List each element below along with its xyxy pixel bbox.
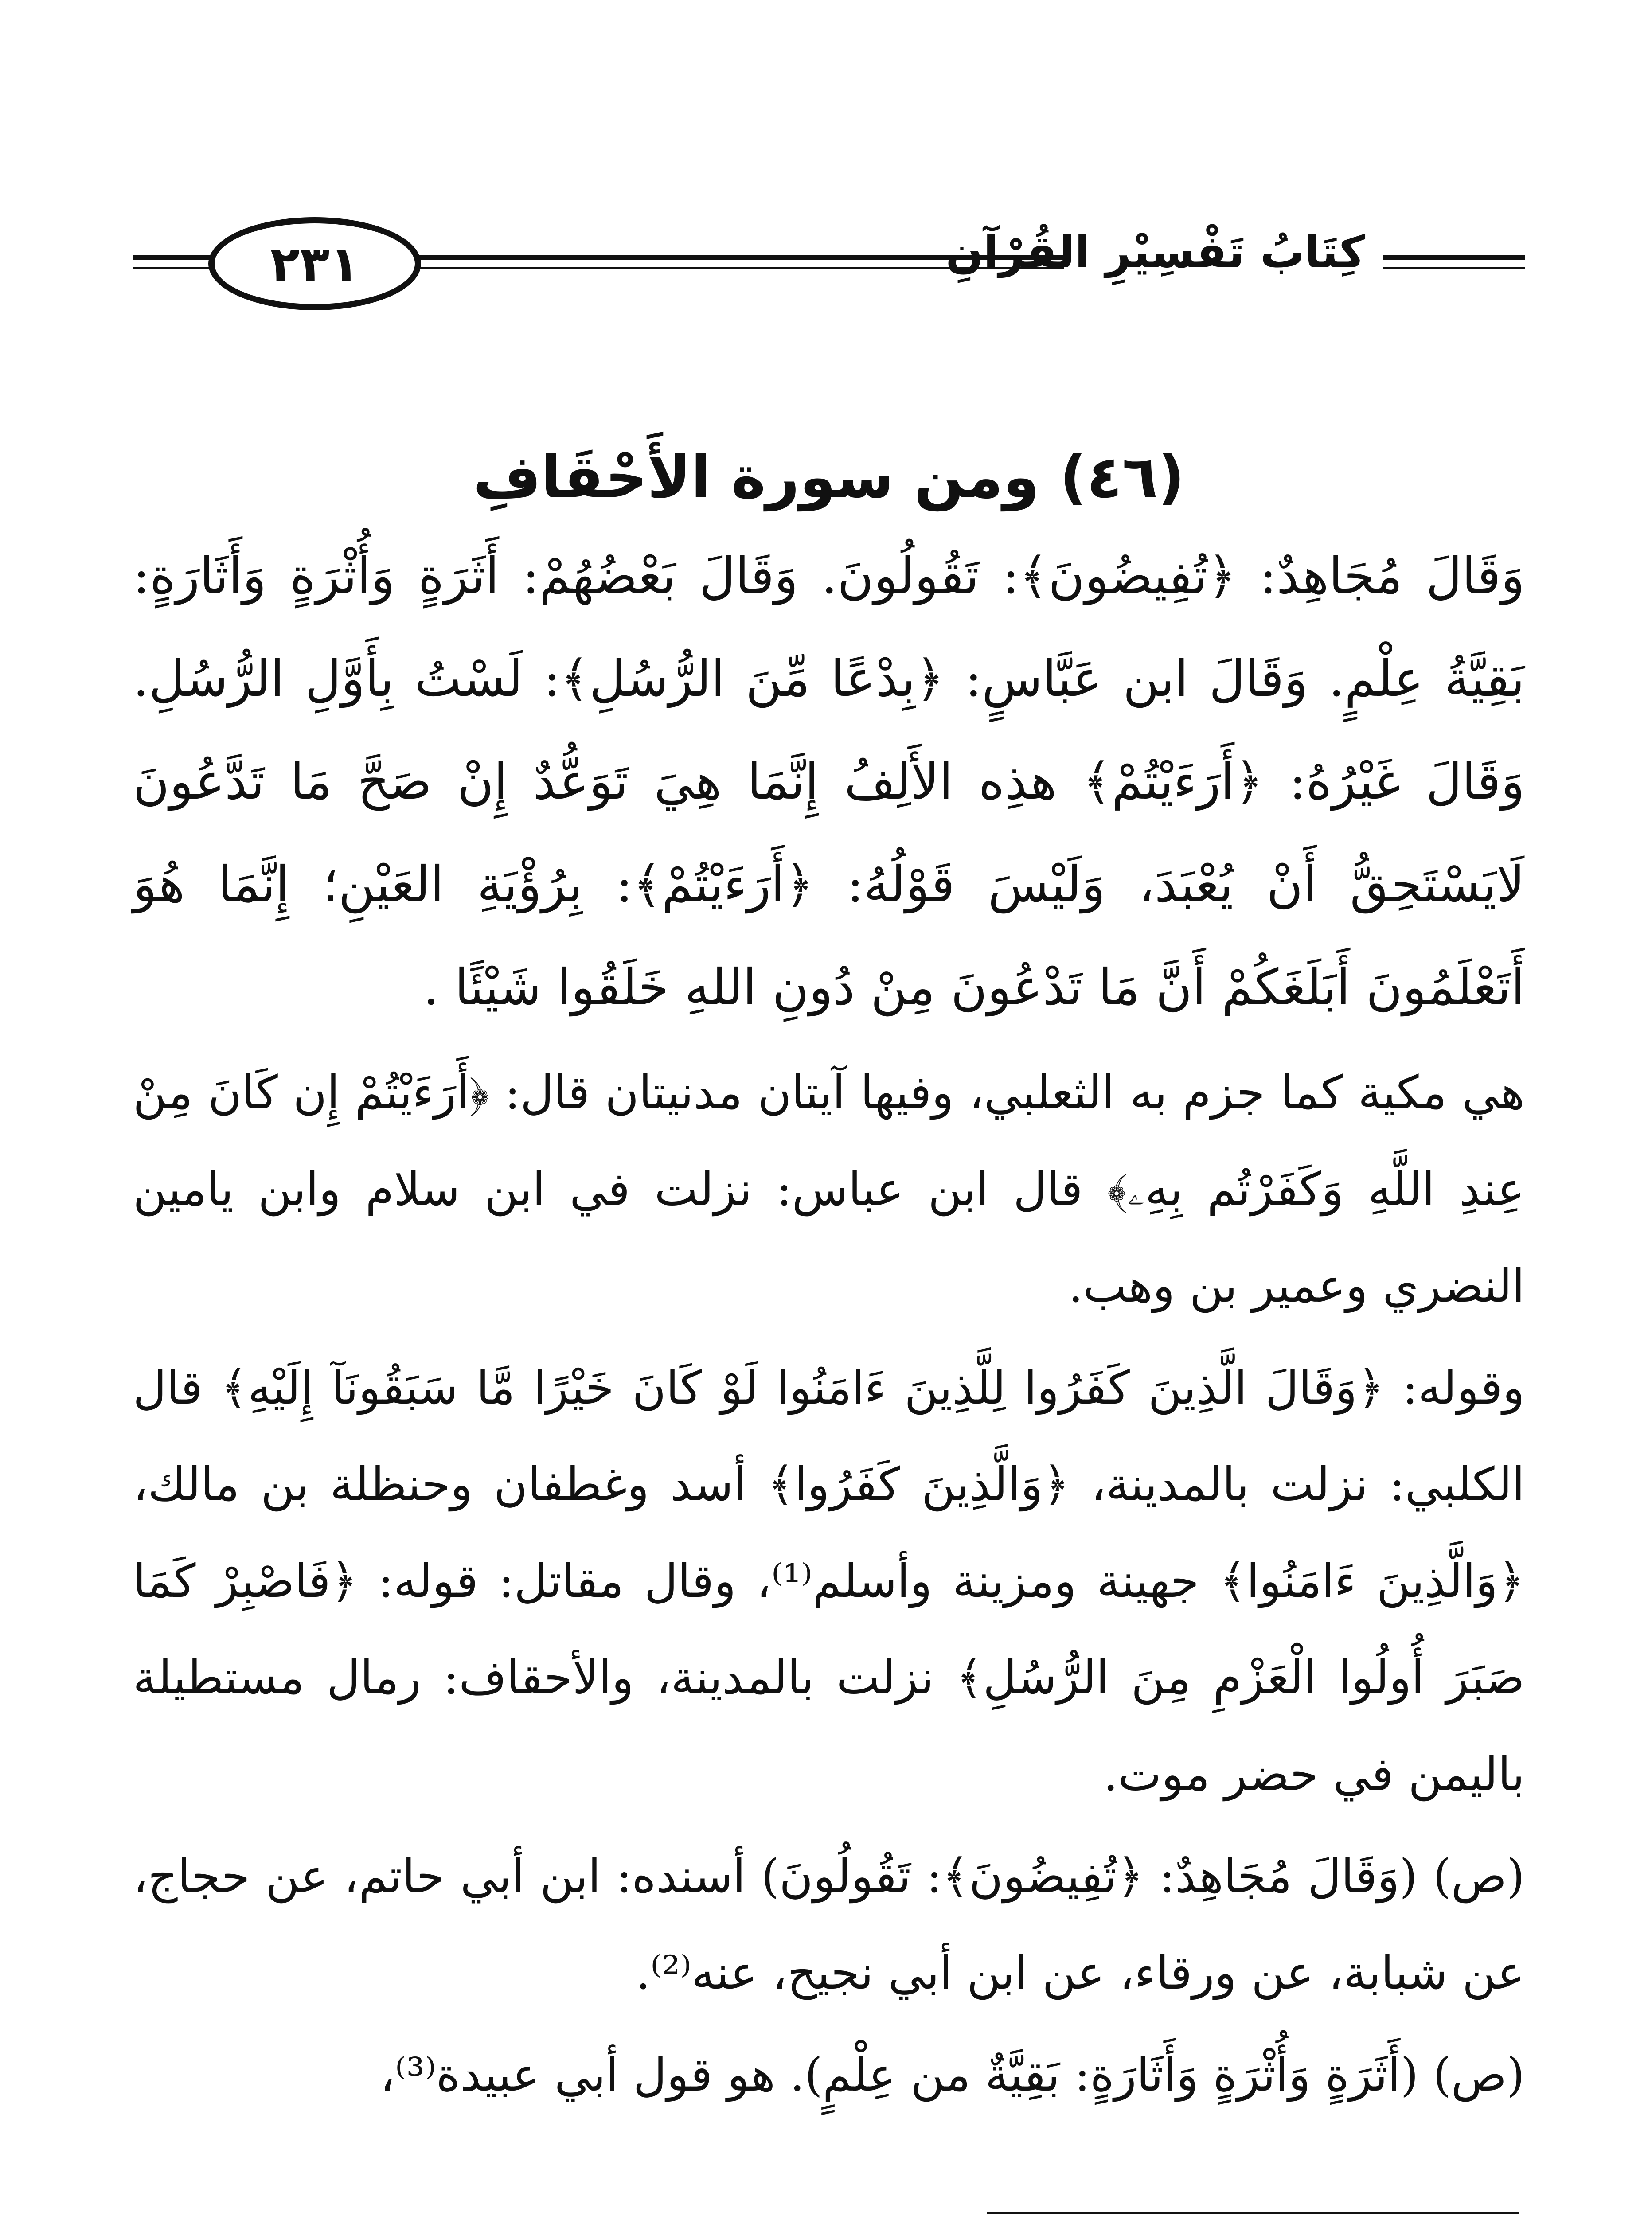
header-rule-right-thin	[1383, 267, 1525, 269]
commentary-paragraph: (ص) (أَثَرَةٍ وَأُثْرَةٍ وَأَثَارَةٍ: بَقِيَّةٌ من عِلْمٍ). هو قول أبي عبيدة⁽³⁾،	[380, 2048, 1525, 2102]
footnote-separator	[987, 2212, 1519, 2214]
header-rule-right	[1383, 255, 1525, 260]
commentary-paragraph: (ص) (وَقَالَ مُجَاهِدٌ: ﴿تُفِيضُونَ﴾: تَقُولُونَ) أسنده: ابن أبي حاتم، عن حجاج، عن شبابة، عن ورقاء، عن ابن أبي نجيح، عنه⁽²⁾.	[133, 1849, 1525, 2000]
chapter-title: (٤٦) ومن سورة الأَحْقَافِ	[473, 443, 1185, 511]
header-rule-left-thin	[133, 267, 213, 269]
commentary-paragraph: هي مكية كما جزم به الثعلبي، وفيها آيتان مدنيتان قال: ﴿أَرَءَيْتُمْ إِن كَانَ مِنْ عِندِ اللَّهِ وَكَفَرْتُم بِهِۦ﴾ قال ابن عباس: نزلت في ابن سلام وابن يامين النضري وعمير بن وهب.	[133, 1065, 1525, 1313]
page-body	[133, 443, 1525, 2123]
book-title: كِتَابُ تَفْسِيْرِ القُرْآنِ	[945, 226, 1365, 278]
commentary-paragraph: وقوله: ﴿وَقَالَ الَّذِينَ كَفَرُوا لِلَّذِينَ ءَامَنُوا لَوْ كَانَ خَيْرًا مَّا سَبَقُونَآ إِلَيْهِ﴾ قال الكلبي: نزلت بالمدينة، ﴿وَالَّذِينَ كَفَرُوا﴾ أسد وغطفان وحنظلة بن مالك، ﴿وَالَّذِينَ ءَامَنُوا﴾ جهينة ومزينة وأسلم⁽¹⁾، وقال مقاتل: قوله: ﴿فَاصْبِرْ كَمَا صَبَرَ أُولُوا الْعَزْمِ مِنَ الرُّسُلِ﴾ نزلت بالمدينة، والأحقاف: رمال مستطيلة باليمن في حضر موت.	[133, 1361, 1525, 1801]
running-header	[133, 208, 1525, 319]
quoted-text-paragraph: وَقَالَ مُجَاهِدٌ: ﴿تُفِيضُونَ﴾: تَقُولُونَ. وَقَالَ بَعْضُهُمْ: أَثَرَةٍ وَأُثْرَةٍ وَأَثَارَةٍ: بَقِيَّةُ عِلْمٍ. وَقَالَ ابن عَبَّاسٍ: ﴿بِدْعًا مِّنَ الرُّسُلِ﴾: لَسْتُ بِأَوَّلِ الرُّسُلِ. وَقَالَ غَيْرُهُ: ﴿أَرَءَيْتُمْ﴾ هذِه الأَلِفُ إِنَّمَا هِيَ تَوَعُّدٌ إِنْ صَحَّ مَا تَدَّعُونَ لَايَسْتَحِقُّ أَنْ يُعْبَدَ، وَلَيْسَ قَوْلُهُ: ﴿أَرَءَيْتُمْ﴾: بِرُؤْيَةِ العَيْنِ؛ إِنَّمَا هُوَ أَتَعْلَمُونَ أَبَلَغَكُمْ أَنَّ مَا تَدْعُونَ مِنْ دُونِ اللهِ خَلَقُوا شَيْئًا .	[133, 547, 1525, 1016]
header-rule-left	[133, 255, 213, 260]
page-number-badge	[208, 217, 421, 310]
page-number: ٢٣١	[270, 235, 359, 292]
